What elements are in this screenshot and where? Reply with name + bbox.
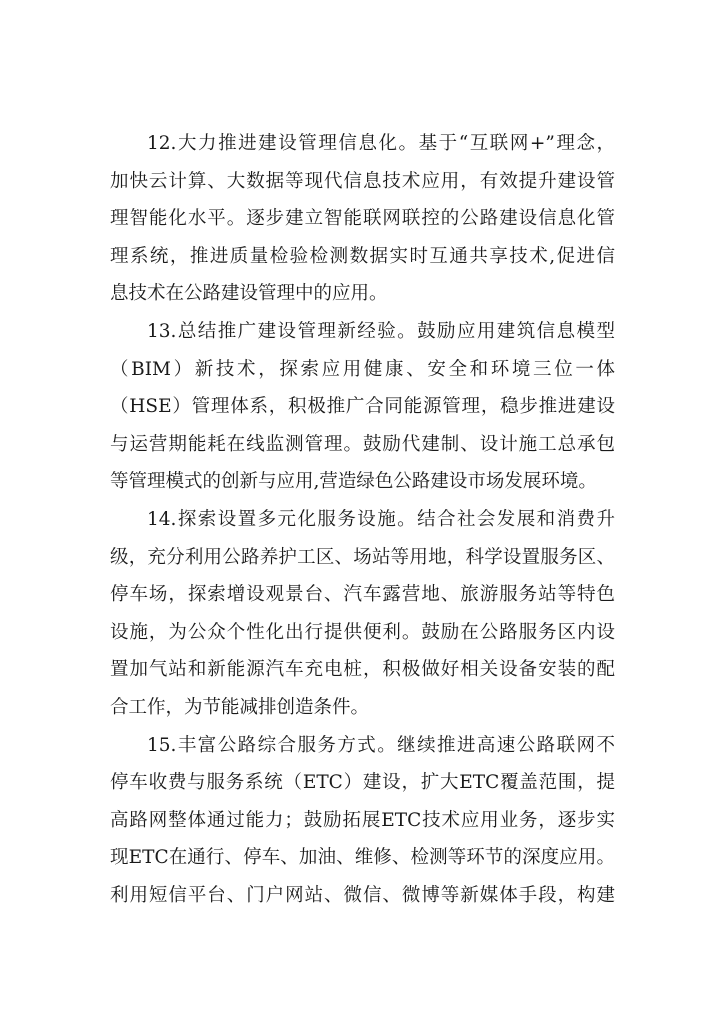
text-line: 高路网整体通过能力；鼓励拓展ETC技术应用业务，逐步实 [110,809,615,831]
text-line: 加快云计算、大数据等现代信息技术应用，有效提升建设管 [110,170,615,192]
text-line: 停车收费与服务系统（ETC）建设，扩大ETC覆盖范围，提 [110,772,615,794]
text-line: 现ETC在通行、停车、加油、维修、检测等环节的深度应用。 [110,847,615,869]
text-line: 合工作，为节能减排创造条件。 [110,696,370,718]
text-line: 停车场，探索增设观景台、汽车露营地、旅游服务站等特色 [110,584,615,606]
text-line: 息技术在公路建设管理中的应用。 [110,283,388,305]
paragraph-15 [110,727,615,915]
text-line: 理智能化水平。逐步建立智能联网联控的公路建设信息化管 [110,208,615,230]
paragraph-12 [110,125,615,313]
text-line: 级，充分利用公路养护工区、场站等用地，科学设置服务区、 [110,546,615,568]
text-line: 等管理模式的创新与应用,营造绿色公路建设市场发展环境。 [110,471,597,493]
text-line: 13.总结推广建设管理新经验。鼓励应用建筑信息模型 [147,320,615,342]
text-line: 置加气站和新能源汽车充电桩，积极做好相关设备安装的配 [110,659,615,681]
document-body [110,125,615,914]
paragraph-14 [110,501,615,727]
text-line: 15.丰富公路综合服务方式。继续推进高速公路联网不 [147,734,615,756]
text-line: 12.大力推进建设管理信息化。基于“互联网+”理念， [147,133,615,154]
text-line: 理系统，推进质量检验检测数据实时互通共享技术,促进信 [110,245,615,267]
text-line: 与运营期能耗在线监测管理。鼓励代建制、设计施工总承包 [110,433,615,455]
text-line: 设施，为公众个性化出行提供便利。鼓励在公路服务区内设 [110,621,615,643]
text-line: 利用短信平台、门户网站、微信、微博等新媒体手段，构建 [110,884,615,906]
paragraph-13 [110,313,615,501]
text-line: 14.探索设置多元化服务设施。结合社会发展和消费升 [147,508,615,530]
text-line: （HSE）管理体系，积极推广合同能源管理，稳步推进建设 [110,396,615,418]
text-line: （BIM）新技术，探索应用健康、安全和环境三位一体 [110,358,615,380]
